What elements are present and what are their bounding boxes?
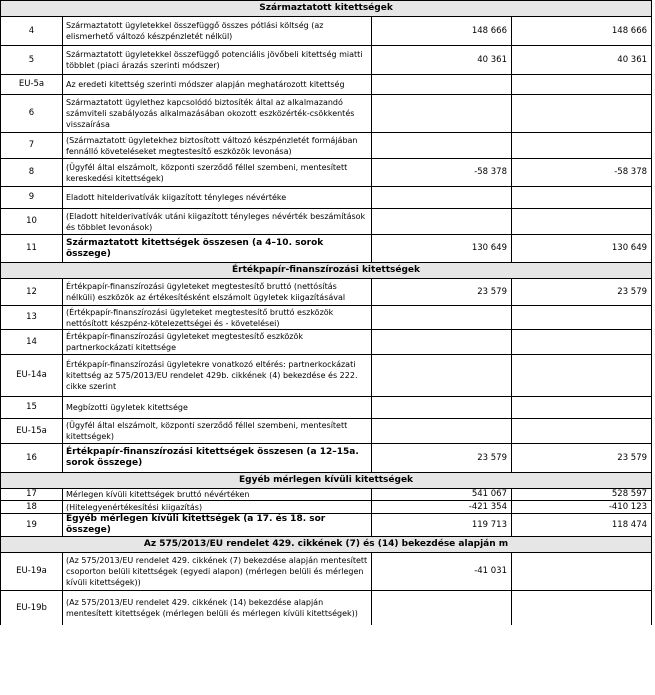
section-title: Az 575/2013/EU rendelet 429. cikkének (7) és (14) bekezdése alapján m (1, 537, 652, 553)
row-number: 13 (1, 306, 63, 330)
table-row (1, 133, 652, 159)
row-label: Értékpapír-finanszírozási ügyletekre vonatkozó eltérés: partnerkockázati kitettség az 575/2013/EU rendelet 429b. cikkének (4) bekezdése és 222. cikke szerint (63, 355, 372, 397)
row-label: Értékpapír-finanszírozási ügyleteket megtestesítő bruttó (nettósítás nélküli) eszközök az értékesítésként elszámolt ügyletek kiigazításával (63, 279, 372, 306)
row-label: Egyéb mérlegen kívüli kitettségek (a 17. és 18. sor összege) (63, 514, 372, 537)
row-number: 14 (1, 330, 63, 355)
value-previous (512, 397, 652, 419)
value-current (372, 133, 512, 159)
row-label: Értékpapír-finanszírozási kitettségek összesen (a 12–15a. sorok összege) (63, 444, 372, 473)
row-number: 5 (1, 46, 63, 75)
value-current (372, 419, 512, 444)
section-header (1, 1, 652, 17)
row-number: 17 (1, 489, 63, 501)
value-previous (512, 306, 652, 330)
value-current (372, 187, 512, 209)
row-number: 19 (1, 514, 63, 537)
row-number: EU-14a (1, 355, 63, 397)
value-previous: 23 579 (512, 279, 652, 306)
row-label: (Az 575/2013/EU rendelet 429. cikkének (7) bekezdése alapján mentesített csoporton belüli kitettségek (egyedi alapon) (mérlegen belüli és mérlegen kívüli kitettségek)) (63, 553, 372, 591)
value-previous (512, 95, 652, 133)
value-current (372, 209, 512, 235)
row-label: Származtatott ügyletekkel összefüggő összes pótlási költség (az elismerhető változó készpénzletét nélkül) (63, 17, 372, 46)
row-label: Származtatott kitettségek összesen (a 4–10. sorok összege) (63, 235, 372, 263)
table-row (1, 355, 652, 397)
value-previous: -410 123 (512, 501, 652, 514)
table-row (1, 553, 652, 591)
value-current (372, 306, 512, 330)
row-number: 8 (1, 159, 63, 187)
value-current: 119 713 (372, 514, 512, 537)
row-label: (Ügyfél által elszámolt, központi szerződő féllel szembeni, mentesített kitettségek) (63, 419, 372, 444)
table-row (1, 46, 652, 75)
section-header (1, 263, 652, 279)
value-current (372, 75, 512, 95)
table-row (1, 591, 652, 626)
row-label: Mérlegen kívüli kitettségek bruttó névértéken (63, 489, 372, 501)
table-row (1, 17, 652, 46)
row-number: 12 (1, 279, 63, 306)
value-previous (512, 75, 652, 95)
row-label: (Az 575/2013/EU rendelet 429. cikkének (14) bekezdése alapján mentesített kitettségek (mérlegen belüli és mérlegen kívüli kitettségek)) (63, 591, 372, 626)
row-label: (Eladott hitelderivatívák utáni kiigazított tényleges névérték beszámítások és többlet levonások) (63, 209, 372, 235)
value-current (372, 397, 512, 419)
row-label: Megbízotti ügyletek kitettsége (63, 397, 372, 419)
table-row (1, 306, 652, 330)
table-row (1, 187, 652, 209)
value-current: 23 579 (372, 444, 512, 473)
row-label: Eladott hitelderivatívák kiigazított tényleges névértéke (63, 187, 372, 209)
value-current: 148 666 (372, 17, 512, 46)
row-number: 10 (1, 209, 63, 235)
value-previous: 118 474 (512, 514, 652, 537)
value-current: -421 354 (372, 501, 512, 514)
section-header (1, 473, 652, 489)
row-number: 7 (1, 133, 63, 159)
table-row (1, 419, 652, 444)
row-number: 16 (1, 444, 63, 473)
row-number: EU-19b (1, 591, 63, 626)
value-previous: 148 666 (512, 17, 652, 46)
row-number: EU-15a (1, 419, 63, 444)
value-previous: 23 579 (512, 444, 652, 473)
value-current (372, 95, 512, 133)
row-label: (Származtatott ügyletekhez biztosított változó készpénzletét formájában fennálló követeléseket megtestesítő eszközök levonása) (63, 133, 372, 159)
table-row (1, 501, 652, 514)
row-number: 15 (1, 397, 63, 419)
value-current: 130 649 (372, 235, 512, 263)
row-label: Értékpapír-finanszírozási ügyleteket megtestesítő eszközök partnerkockázati kitettsége (63, 330, 372, 355)
value-previous (512, 187, 652, 209)
table-row (1, 159, 652, 187)
value-current: 40 361 (372, 46, 512, 75)
value-current (372, 591, 512, 626)
row-label: Az eredeti kitettség szerinti módszer alapján meghatározott kitettség (63, 75, 372, 95)
table-row (1, 444, 652, 473)
table-row (1, 279, 652, 306)
value-previous (512, 209, 652, 235)
row-label: (Ügyfél által elszámolt, központi szerződő féllel szembeni, mentesített kereskedési kitettségek) (63, 159, 372, 187)
section-header (1, 537, 652, 553)
value-current (372, 330, 512, 355)
row-number: 4 (1, 17, 63, 46)
row-number: 6 (1, 95, 63, 133)
value-previous: 528 597 (512, 489, 652, 501)
value-previous (512, 133, 652, 159)
table-row (1, 330, 652, 355)
value-previous: 40 361 (512, 46, 652, 75)
row-number: EU-5a (1, 75, 63, 95)
row-label: Származtatott ügylethez kapcsolódó biztosíték által az alkalmazandó számviteli szabályozás alkalmazásában okozott eszközérték-csökkentés visszaírása (63, 95, 372, 133)
table-row (1, 514, 652, 537)
table-row (1, 75, 652, 95)
value-previous: 130 649 (512, 235, 652, 263)
table-row (1, 235, 652, 263)
value-previous: -58 378 (512, 159, 652, 187)
section-title: Értékpapír-finanszírozási kitettségek (1, 263, 652, 279)
value-previous (512, 330, 652, 355)
value-previous (512, 419, 652, 444)
value-current (372, 355, 512, 397)
table-row (1, 95, 652, 133)
row-number: 11 (1, 235, 63, 263)
value-current: -41 031 (372, 553, 512, 591)
value-current: 23 579 (372, 279, 512, 306)
table-row (1, 209, 652, 235)
section-title: Egyéb mérlegen kívüli kitettségek (1, 473, 652, 489)
row-number: 18 (1, 501, 63, 514)
value-previous (512, 553, 652, 591)
row-label: Származtatott ügyletekkel összefüggő potenciális jövőbeli kitettség miatti többlet (piaci árazás szerinti módszer) (63, 46, 372, 75)
row-label: (Hitelegyenértékesítési kiigazítás) (63, 501, 372, 514)
value-previous (512, 591, 652, 626)
row-number: 9 (1, 187, 63, 209)
row-label: (Értékpapír-finanszírozási ügyleteket megtestesítő bruttó eszközök nettósított készpénz-kötelezettségei és - követelései) (63, 306, 372, 330)
value-previous (512, 355, 652, 397)
value-current: -58 378 (372, 159, 512, 187)
table-row (1, 489, 652, 501)
value-current: 541 067 (372, 489, 512, 501)
section-title: Származtatott kitettségek (1, 1, 652, 17)
row-number: EU-19a (1, 553, 63, 591)
table-row (1, 397, 652, 419)
